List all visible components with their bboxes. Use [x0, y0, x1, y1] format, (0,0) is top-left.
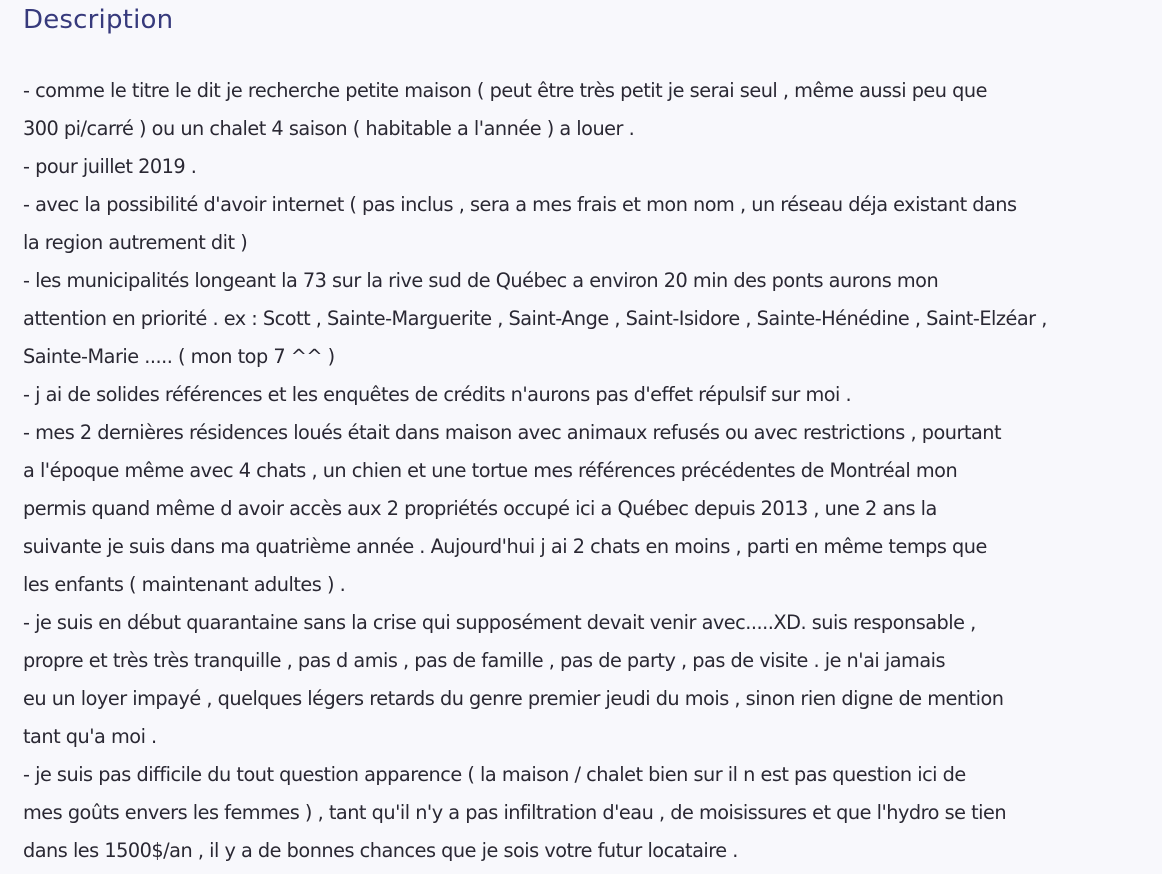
description-heading: Description [23, 5, 174, 35]
description-line: suivante je suis dans ma quatrième année . Aujourd'hui j ai 2 chats en moins , parti en même temps que [23, 535, 987, 558]
description-line: eu un loyer impayé , quelques légers retards du genre premier jeudi du mois , sinon rien digne de mention [23, 687, 1004, 710]
description-line: la region autrement dit ) [23, 231, 248, 254]
description-line: - je suis pas difficile du tout question apparence ( la maison / chalet bien sur il n est pas question ici de [23, 763, 966, 786]
description-line: permis quand même d avoir accès aux 2 propriétés occupé ici a Québec depuis 2013 , une 2 ans la [23, 497, 937, 520]
description-line: - avec la possibilité d'avoir internet ( pas inclus , sera a mes frais et mon nom , un réseau déja existant dans [23, 193, 1017, 216]
description-line: - les municipalités longeant la 73 sur la rive sud de Québec a environ 20 min des ponts aurons mon [23, 269, 939, 292]
description-line: - je suis en début quarantaine sans la crise qui supposément devait venir avec.....XD. suis responsable , [23, 611, 976, 634]
description-line: a l'époque même avec 4 chats , un chien et une tortue mes références précédentes de Montréal mon [23, 459, 958, 482]
description-line: - pour juillet 2019 . [23, 155, 197, 178]
description-line: propre et très très tranquille , pas d amis , pas de famille , pas de party , pas de visite . je n'ai jamais [23, 649, 946, 672]
description-line: dans les 1500$/an , il y a de bonnes chances que je sois votre futur locataire . [23, 839, 738, 862]
description-line: attention en priorité . ex : Scott , Sainte-Marguerite , Saint-Ange , Saint-Isidore , Sainte-Hénédine , Saint-Elzéar , [23, 307, 1047, 330]
description-line: Sainte-Marie ..... ( mon top 7 ^^ ) [23, 345, 335, 368]
description-line: - j ai de solides références et les enquêtes de crédits n'aurons pas d'effet répulsif sur moi . [23, 383, 852, 406]
description-line: - mes 2 dernières résidences loués était dans maison avec animaux refusés ou avec restrictions , pourtant [23, 421, 1002, 444]
description-line: - comme le titre le dit je recherche petite maison ( peut être très petit je serai seul , même aussi peu que [23, 79, 987, 102]
description-body [23, 72, 1162, 870]
description-line: les enfants ( maintenant adultes ) . [23, 573, 346, 596]
description-line: mes goûts envers les femmes ) , tant qu'il n'y a pas infiltration d'eau , de moisissures et que l'hydro se tien [23, 801, 1007, 824]
description-line: tant qu'a moi . [23, 725, 157, 748]
description-line: 300 pi/carré ) ou un chalet 4 saison ( habitable a l'année ) a louer . [23, 117, 635, 140]
